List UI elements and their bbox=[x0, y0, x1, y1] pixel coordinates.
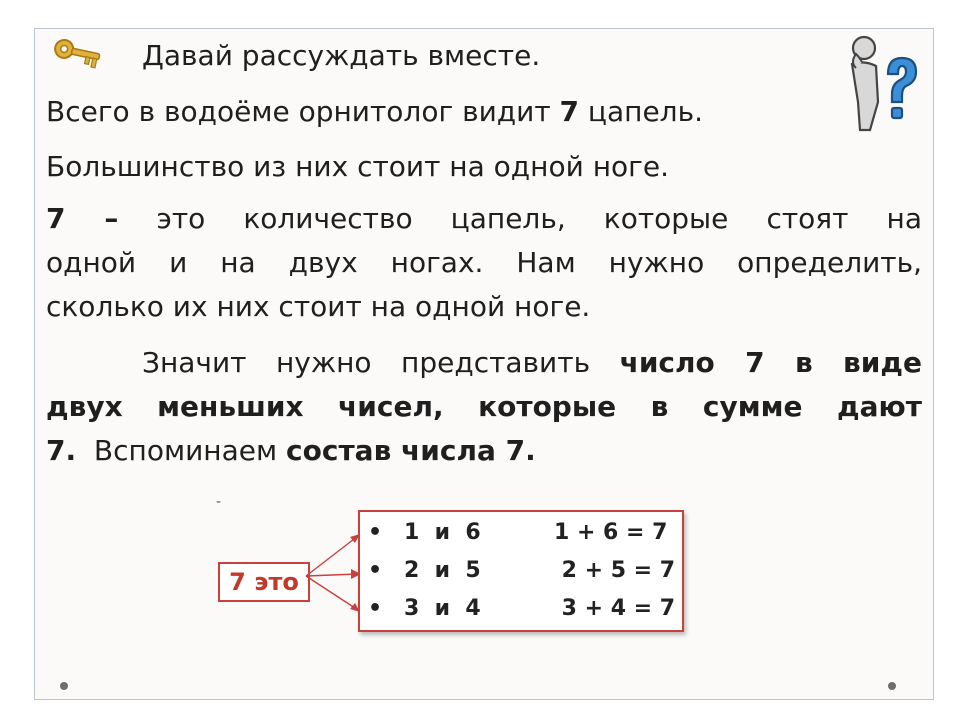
key-icon bbox=[50, 36, 106, 76]
thinking-person-question-icon bbox=[842, 32, 922, 132]
seven-dash: 7 – bbox=[46, 202, 119, 235]
paragraph-explanation-line-3: сколько их них стоит на одной ноге. bbox=[46, 290, 591, 323]
pair-text: 3 и 4 bbox=[404, 596, 481, 621]
task-line-3-bold: состав числа 7. bbox=[286, 434, 536, 467]
herons-total-line bbox=[46, 90, 836, 134]
corner-dot-right bbox=[888, 682, 896, 690]
branch-arrows bbox=[300, 530, 366, 620]
decomposition-list bbox=[358, 510, 684, 632]
paragraph-task-line-3 bbox=[46, 429, 922, 473]
paragraph-task-line-1 bbox=[46, 341, 922, 385]
sum-text: 1 + 6 = 7 bbox=[554, 520, 668, 545]
pair-text: 2 и 5 bbox=[404, 558, 481, 583]
majority-text: Большинство из них стоит на одной ноге. bbox=[46, 150, 669, 183]
bullet: • bbox=[368, 596, 383, 621]
task-line-1-text: Значит нужно представить bbox=[142, 346, 620, 379]
herons-total-suffix: цапель. bbox=[579, 95, 703, 128]
seven-source-box: 7 это bbox=[218, 562, 310, 602]
herons-total-number: 7 bbox=[559, 95, 580, 128]
task-line-3-text: Вспоминаем bbox=[76, 434, 287, 467]
intro-text: Давай рассуждать вместе. bbox=[142, 39, 541, 72]
intro-line bbox=[142, 34, 742, 78]
sum-text: 2 + 5 = 7 bbox=[554, 558, 676, 583]
corner-dot-left bbox=[60, 682, 68, 690]
task-line-3-seven: 7. bbox=[46, 434, 77, 467]
paragraph-task-line-2 bbox=[46, 385, 922, 429]
pair-text: 1 и 6 bbox=[404, 520, 481, 545]
paragraph-explanation bbox=[46, 197, 922, 329]
sum-text: 3 + 4 = 7 bbox=[554, 596, 676, 621]
majority-line bbox=[46, 145, 922, 189]
task-line-1-bold: число 7 в виде bbox=[619, 346, 923, 379]
explanation-line-1-text: это количество цапель, которые стоят на bbox=[118, 202, 922, 235]
separator-mark: - bbox=[216, 494, 222, 510]
paragraph-explanation-line-1 bbox=[46, 197, 922, 241]
paragraph-explanation-line-2: одной и на двух ногах. Нам нужно определить, bbox=[46, 246, 922, 279]
bullet: • bbox=[368, 558, 383, 583]
herons-total-text: Всего в водоёме орнитолог видит bbox=[46, 95, 560, 128]
task-line-2-bold: двух меньших чисел, которые в сумме дают bbox=[46, 390, 922, 423]
paragraph-task bbox=[46, 341, 922, 473]
bullet: • bbox=[368, 520, 383, 545]
